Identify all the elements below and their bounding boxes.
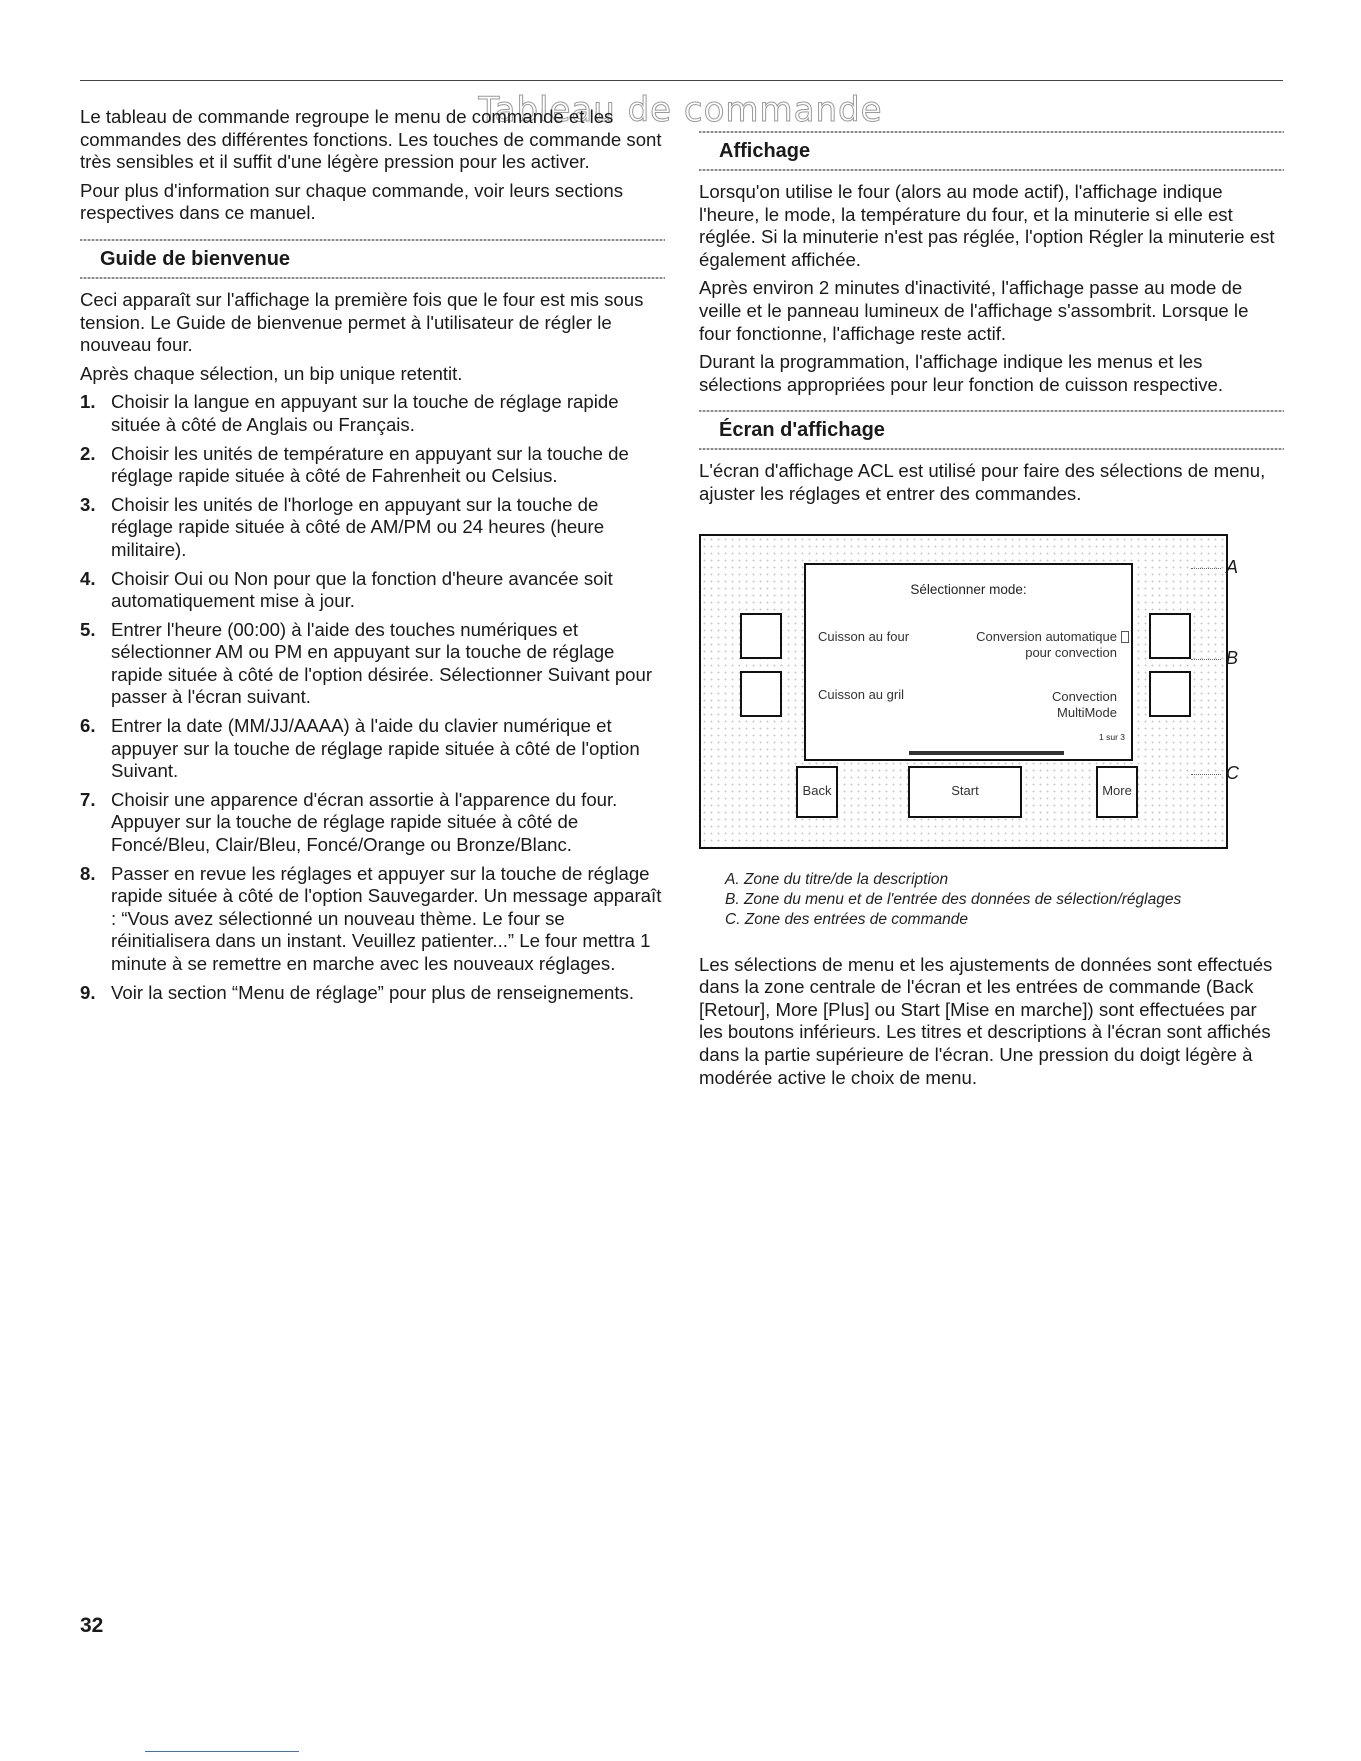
option-cuisson-gril: Cuisson au gril [818, 686, 904, 702]
callout-line-b [1191, 659, 1221, 660]
quick-key-right-bottom [1149, 671, 1191, 717]
step-text: Passer en revue les réglages et appuyer sur la touche de réglage rapide située à côté de l'option Sauvegarder. Un message apparaît : “Vous avez sélectionné un nouveau thème. Le four se réinitialisera dans un instant. Veuillez patienter...” Le four mettra 1 minute à se remettre en marche avec les nouveaux réglages. [111, 862, 662, 974]
quick-key-left-bottom [740, 671, 782, 717]
ecran-paragraph: L'écran d'affichage ACL est utilisé pour faire des sélections de menu, ajuster les réglages et entrer des commandes. [699, 460, 1266, 504]
list-item [80, 443, 665, 488]
section-divider [699, 169, 1284, 171]
section-divider [699, 448, 1284, 450]
guide-paragraph: Ceci apparaît sur l'affichage la première fois que le four est mis sous tension. Le Guide de bienvenue permet à l'utilisateur de régler le nouveau four. [80, 288, 644, 356]
step-number: 7. [80, 788, 96, 810]
list-item [80, 863, 665, 976]
label-c: C [1226, 762, 1239, 783]
option-marker [1121, 631, 1129, 643]
step-number: 8. [80, 862, 96, 884]
affichage-paragraph: Durant la programmation, l'affichage indique les menus et les sélections appropriées pour leur fonction de cuisson respective. [699, 351, 1224, 395]
page-number: 32 [80, 1614, 104, 1637]
label-a: A [1226, 556, 1239, 577]
lcd-display-figure [699, 534, 1259, 854]
figure-captions [725, 870, 1284, 930]
guide-paragraph: Après chaque sélection, un bip unique retentit. [80, 362, 463, 384]
caption: A. Zone du titre/de la description [725, 870, 949, 888]
step-text: Entrer l'heure (00:00) à l'aide des touches numériques et sélectionner AM ou PM en appuyant sur la touche de réglage rapide située à côté de l'option désirée. Sélectionner Suivant pour passer à l'écran suivant. [111, 618, 653, 708]
step-number: 2. [80, 442, 96, 464]
option-cuisson-four: Cuisson au four [818, 628, 910, 644]
step-text: Choisir une apparence d'écran assortie à l'apparence du four. Appuyer sur la touche de réglage rapide située à côté de Foncé/Bleu, Clair/Bleu, Foncé/Orange ou Bronze/Blanc. [111, 788, 618, 856]
ecran-heading: Écran d'affichage [719, 419, 885, 442]
step-text: Choisir Oui ou Non pour que la fonction d'heure avancée soit automatiquement mise à jour. [111, 567, 613, 612]
more-button: More [1096, 766, 1138, 818]
intro-paragraph: Le tableau de commande regroupe le menu de commande et les commandes des différentes fonctions. Les touches de commande sont très sensibles et il suffit d'une légère pression pour les activer. [80, 106, 662, 173]
label-b: B [1226, 647, 1239, 668]
step-text: Voir la section “Menu de réglage” pour plus de renseignements. [111, 981, 634, 1003]
left-column [80, 106, 665, 1010]
guide-steps-list [80, 391, 665, 1004]
guide-heading-block [80, 239, 665, 279]
ecran-after-paragraph: Les sélections de menu et les ajustements de données sont effectués dans la zone centrale de l'écran et les entrées de commande (Back [Retour], More [Plus] ou Start [Mise en marche]) sont effectuées par les boutons inférieurs. Les titres et descriptions à l'écran sont affichés dans la partie supérieure de l'écran. Une pression du doigt légère à modérée active le choix de menu. [699, 953, 1273, 1088]
step-text: Choisir la langue en appuyant sur la touche de réglage rapide située à côté de Anglais ou Français. [111, 391, 619, 435]
step-number: 1. [80, 391, 96, 413]
affichage-heading: Affichage [719, 140, 811, 162]
affichage-paragraph: Lorsqu'on utilise le four (alors au mode actif), l'affichage indique l'heure, le mode, la température du four, et la minuterie si elle est réglée. Si la minuterie n'est pas réglée, l'option Régler la minuterie est également affichée. [699, 181, 1275, 270]
step-number: 3. [80, 493, 96, 515]
list-item [80, 619, 665, 709]
step-number: 5. [80, 618, 96, 640]
quick-key-right-top [1149, 613, 1191, 659]
lcd-screen [699, 534, 1228, 849]
start-button: Start [908, 766, 1022, 818]
bottom-link-line [145, 1751, 299, 1752]
step-number: 6. [80, 715, 96, 737]
callout-line-a [1191, 568, 1221, 569]
ecran-heading-block [699, 410, 1284, 450]
right-column [699, 131, 1284, 1095]
progress-bar [909, 751, 1064, 755]
caption: C. Zone des entrées de commande [725, 910, 968, 928]
top-rule [80, 80, 1283, 81]
menu-panel [804, 563, 1133, 761]
option-line: pour convection [1025, 644, 1117, 660]
guide-heading: Guide de bienvenue [100, 247, 291, 270]
back-button: Back [796, 766, 838, 818]
caption: B. Zone du menu et de l'entrée des données de sélection/réglages [725, 890, 1182, 908]
list-item [80, 391, 665, 436]
step-text: Choisir les unités de l'horloge en appuyant sur la touche de réglage rapide située à côté de AM/PM ou 24 heures (heure militaire). [111, 493, 605, 560]
step-text: Entrer la date (MM/JJ/AAAA) à l'aide du clavier numérique et appuyer sur la touche de réglage rapide située à côté de l'option Suivant. [111, 715, 640, 782]
list-item [80, 494, 665, 562]
affichage-paragraph: Après environ 2 minutes d'inactivité, l'affichage passe au mode de veille et le panneau lumineux de l'affichage s'assombrit. Lorsque le four fonctionne, l'affichage reste actif. [699, 277, 1249, 344]
list-item [80, 982, 665, 1005]
page-title: Tableau de commande [478, 90, 883, 130]
option-line: MultiMode [1057, 704, 1117, 720]
callout-line-c [1191, 774, 1221, 775]
list-item [80, 715, 665, 783]
option-line: Conversion automatique [976, 628, 1117, 644]
section-divider [80, 277, 665, 279]
step-number: 4. [80, 567, 96, 589]
affichage-heading-block [699, 131, 1284, 171]
quick-key-left-top [740, 613, 782, 659]
screen-title: Sélectionner mode: [910, 581, 1027, 597]
step-number: 9. [80, 981, 96, 1003]
option-convection [1052, 689, 1117, 721]
intro-paragraph: Pour plus d'information sur chaque commande, voir leurs sections respectives dans ce manuel. [80, 179, 624, 224]
list-item [80, 568, 665, 613]
list-item [80, 789, 665, 857]
step-text: Choisir les unités de température en appuyant sur la touche de réglage rapide située à côté de Fahrenheit ou Celsius. [111, 442, 629, 487]
page-indicator: 1 sur 3 [1099, 731, 1125, 742]
option-line: Convection [1051, 688, 1117, 704]
option-conversion [976, 629, 1117, 661]
